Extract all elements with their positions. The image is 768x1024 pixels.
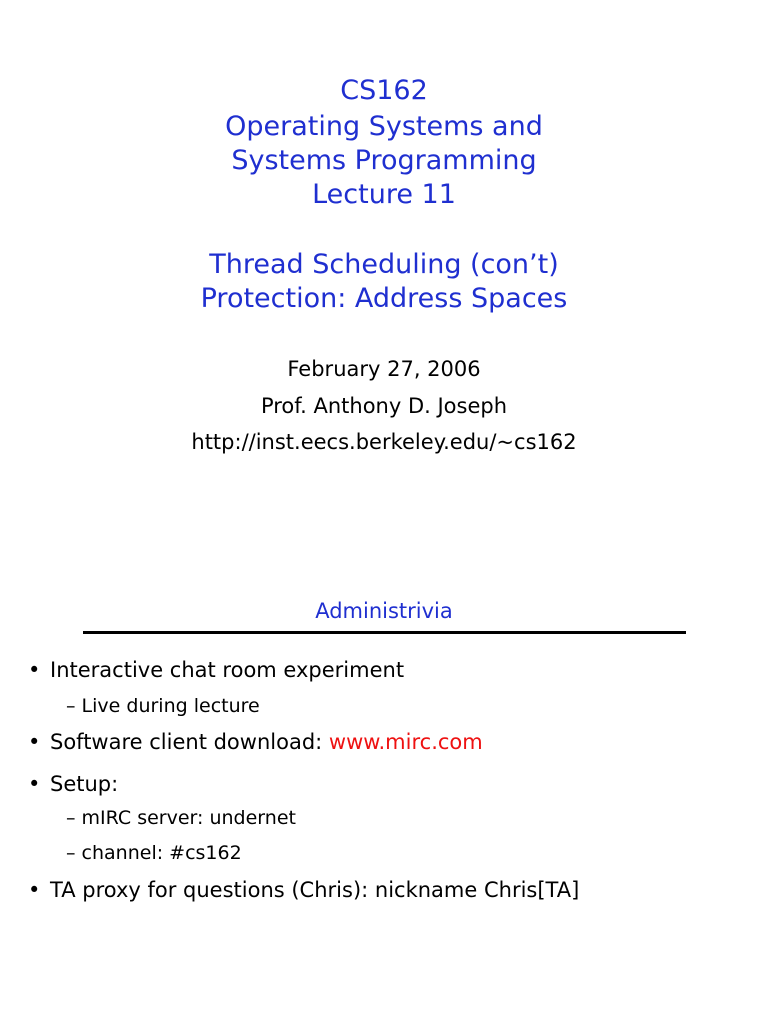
- sub-item-live-lecture: [66, 693, 260, 719]
- mirc-download-link[interactable]: www.mirc.com: [328, 730, 483, 754]
- professor-name: Prof. Anthony D. Joseph: [260, 394, 508, 418]
- administrivia-slide: [0, 520, 768, 1024]
- sub-item-channel: [66, 840, 242, 866]
- title-divider: [83, 631, 686, 634]
- course-url[interactable]: http://inst.eecs.berkeley.edu/~cs162: [191, 430, 577, 454]
- bullet-icon: •: [28, 658, 41, 682]
- course-number: CS162: [340, 75, 428, 106]
- lecture-date: February 27, 2006: [287, 357, 481, 381]
- sub-text: channel: #cs162: [81, 842, 242, 864]
- bullet-item-ta-proxy: [28, 876, 579, 904]
- bullet-text: Setup:: [50, 772, 119, 796]
- dash-icon: –: [66, 842, 76, 864]
- bullet-icon: •: [28, 730, 41, 754]
- lecture-number: Lecture 11: [312, 179, 456, 210]
- bullet-text: TA proxy for questions (Chris): nickname Chris[TA]: [50, 878, 580, 902]
- sub-text: mIRC server: undernet: [81, 807, 296, 829]
- course-title-line-1: Operating Systems and: [225, 111, 543, 142]
- bullet-icon: •: [28, 878, 41, 902]
- course-title-line-2: Systems Programming: [231, 145, 537, 176]
- sub-text: Live during lecture: [81, 695, 260, 717]
- bullet-item-software-download: [28, 728, 483, 756]
- slide-title: Administrivia: [315, 599, 453, 623]
- bullet-text: Interactive chat room experiment: [50, 658, 405, 682]
- sub-item-mirc-server: [66, 805, 296, 831]
- dash-icon: –: [66, 695, 76, 717]
- bullet-icon: •: [28, 772, 41, 796]
- topic-line-2: Protection: Address Spaces: [200, 283, 568, 314]
- dash-icon: –: [66, 807, 76, 829]
- bullet-text: Software client download:: [50, 730, 329, 754]
- bullet-item-setup: [28, 770, 118, 798]
- bullet-item-chat-experiment: [28, 656, 404, 684]
- topic-line-1: Thread Scheduling (con’t): [209, 249, 559, 280]
